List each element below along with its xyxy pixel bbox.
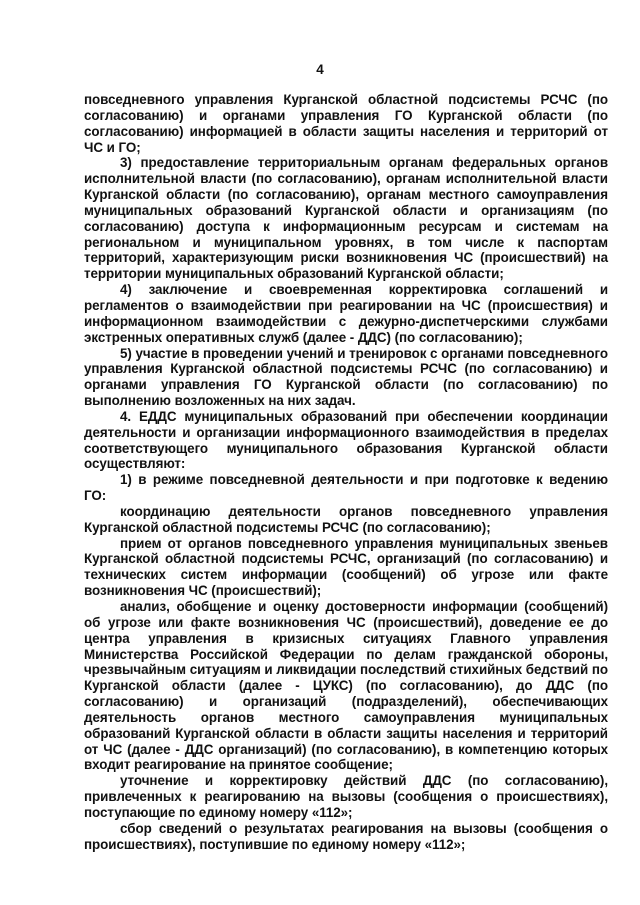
paragraph-collection: сбор сведений о результатах реагирования на вызовы (сообщения о происшествиях), поступившие по единому номеру «112»;	[84, 820, 608, 852]
paragraph-section-4: 4. ЕДДС муниципальных образований при обеспечении координации деятельности и организации информационного взаимодействия в пределах соответствующего муниципального образования Курганской области осуществляют:	[84, 408, 608, 472]
paragraph-item-4: 4) заключение и своевременная корректировка соглашений и регламентов о взаимодействии при реагировании на ЧС (происшествия) и информационном взаимодействии с дежурно-диспетчерскими службами экстренных оперативных служб (далее - ДДС) (по согласованию);	[84, 282, 608, 345]
paragraph-item-3: 3) предоставление территориальным органам федеральных органов исполнительной власти (по согласованию), органам исполнительной власти Курганской области (по согласованию), органам местного самоуправления муниципальных образований Курганской области и организациям (по согласованию) доступа к информационным ресурсам и системам на региональном и муниципальном уровнях, в том числе к паспортам территорий, характеризующим риски возникновения ЧС (происшествий) на территории муниципальных образований Курганской области;	[84, 155, 608, 282]
paragraph-item-5: 5) участие в проведении учений и тренировок с органами повседневного управления Курганской областной подсистемы РСЧС (по согласованию) и органами управления ГО Курганской области (по согласованию) по выполнению возложенных на них задач.	[84, 345, 608, 409]
page-number: 4	[316, 62, 324, 77]
paragraph-analysis: анализ, обобщение и оценку достоверности информации (сообщений) об угрозе или факте возникновения ЧС (происшествий), доведение ее до центра управления в кризисных ситуациях Главного управления Министерства Российской Федерации по делам гражданской обороны, чрезвычайным ситуациям и ликвидации последствий стихийных бедствий по Курганской области (далее - ЦУКС) (по согласованию), до ДДС (по согласованию) и организаций (подразделений), обеспечивающих деятельность органов местного самоуправления муниципальных образований Курганской области в области защиты населения и территорий от ЧС (далее - ДДС организаций) (по согласованию), в компетенцию которых входит реагирование на принятое сообщение;	[84, 599, 608, 773]
paragraph-reception: прием от органов повседневного управления муниципальных звеньев Курганской областной подсистемы РСЧС, организаций (по согласованию) и технических систем информации (сообщений) об угрозе или факте возникновения ЧС (происшествий);	[84, 535, 608, 599]
paragraph-adjustment: уточнение и корректировку действий ДДС (по согласованию), привлеченных к реагированию на вызовы (сообщения о происшествиях), поступающие по единому номеру «112»;	[84, 773, 608, 820]
paragraph-continuation: повседневного управления Курганской областной подсистемы РСЧС (по согласованию) и органами управления ГО Курганской области (по согласованию) информацией в области защиты населения и территорий от ЧС и ГО;	[84, 92, 608, 155]
paragraph-coordination: координацию деятельности органов повседневного управления Курганской областной подсистемы РСЧС (по согласованию);	[84, 503, 608, 535]
paragraph-subitem-1: 1) в режиме повседневной деятельности и при подготовке к ведению ГО:	[84, 472, 608, 504]
document-body	[84, 92, 608, 853]
